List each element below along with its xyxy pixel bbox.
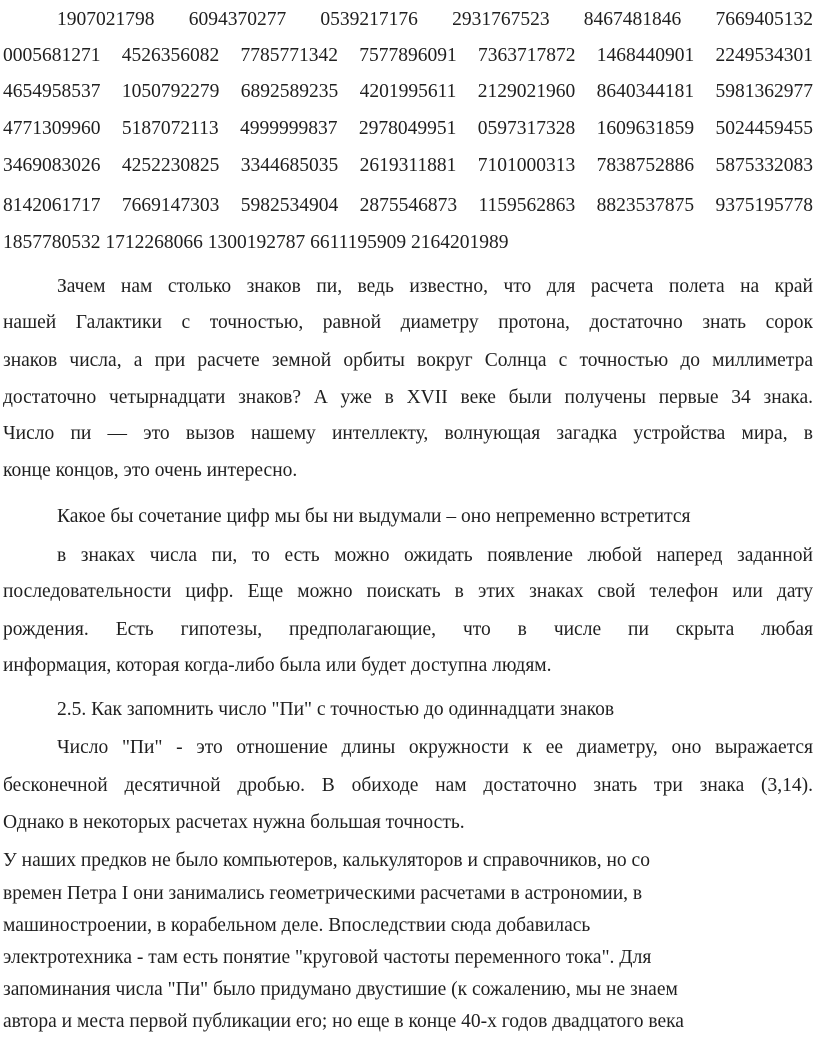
paragraph-line: последовательности цифр. Еще можно поискать в этих знаках свой телефон или дату	[3, 581, 813, 602]
paragraph-line: времен Петра I они занимались геометрическими расчетами в астрономии, в	[3, 883, 643, 904]
paragraph-line: электротехника - там есть понятие "круговой частоты переменного тока". Для	[3, 947, 652, 968]
paragraph-line: информация, которая когда-либо была или будет доступна людям.	[3, 655, 552, 676]
paragraph-line: автора и места первой публикации его; но еще в конце 40-х годов двадцатого века	[3, 1011, 684, 1032]
paragraph-line: достаточно четырнадцати знаков? А уже в XVII веке были получены первые 34 знака.	[3, 387, 813, 408]
paragraph-line: Какое бы сочетание цифр мы бы ни выдумали – оно непременно встретится	[57, 506, 691, 527]
digits-line: 3469083026 4252230825 3344685035 2619311881 7101000313 7838752886 5875332083	[3, 155, 813, 176]
digits-line: 0005681271 4526356082 7785771342 7577896091 7363717872 1468440901 2249534301	[3, 45, 813, 66]
digits-line: 4771309960 5187072113 4999999837 2978049951 0597317328 1609631859 5024459455	[3, 118, 813, 139]
paragraph-line: машиностроении, в корабельном деле. Впоследствии сюда добавилась	[3, 915, 591, 936]
paragraph-line: нашей Галактики с точностью, равной диаметру протона, достаточно знать сорок	[3, 312, 813, 333]
paragraph-line: Число пи — это вызов нашему интеллекту, волнующая загадка устройства мира, в	[3, 423, 813, 444]
paragraph-line: У наших предков не было компьютеров, калькуляторов и справочников, но со	[3, 850, 650, 871]
paragraph-line: в знаках числа пи, то есть можно ожидать появление любой наперед заданной	[57, 545, 813, 566]
paragraph-line: бесконечной десятичной дробью. В обиходе нам достаточно знать три знака (3,14).	[3, 775, 813, 796]
digits-line: 1857780532 1712268066 1300192787 6611195909 2164201989	[3, 232, 509, 253]
paragraph-line: знаков числа, а при расчете земной орбиты вокруг Солнца с точностью до миллиметра	[3, 350, 813, 371]
paragraph-line: конце концов, это очень интересно.	[3, 460, 298, 481]
digits-line: 8142061717 7669147303 5982534904 2875546873 1159562863 8823537875 9375195778	[3, 195, 813, 216]
paragraph-line: рождения. Есть гипотезы, предполагающие, что в числе пи скрыта любая	[3, 619, 813, 640]
digits-line: 4654958537 1050792279 6892589235 4201995611 2129021960 8640344181 5981362977	[3, 81, 813, 102]
paragraph-line: Число "Пи" - это отношение длины окружности к ее диаметру, оно выражается	[57, 737, 813, 758]
paragraph-line: Зачем нам столько знаков пи, ведь известно, что для расчета полета на край	[57, 276, 813, 297]
paragraph-line: запоминания числа "Пи" было придумано двустишие (к сожалению, мы не знаем	[3, 979, 678, 1000]
section-heading: 2.5. Как запомнить число "Пи" с точностью до одиннадцати знаков	[57, 699, 615, 720]
paragraph-line: Однако в некоторых расчетах нужна большая точность.	[3, 812, 465, 833]
digits-line: 1907021798 6094370277 0539217176 2931767523 8467481846 7669405132	[57, 9, 813, 30]
